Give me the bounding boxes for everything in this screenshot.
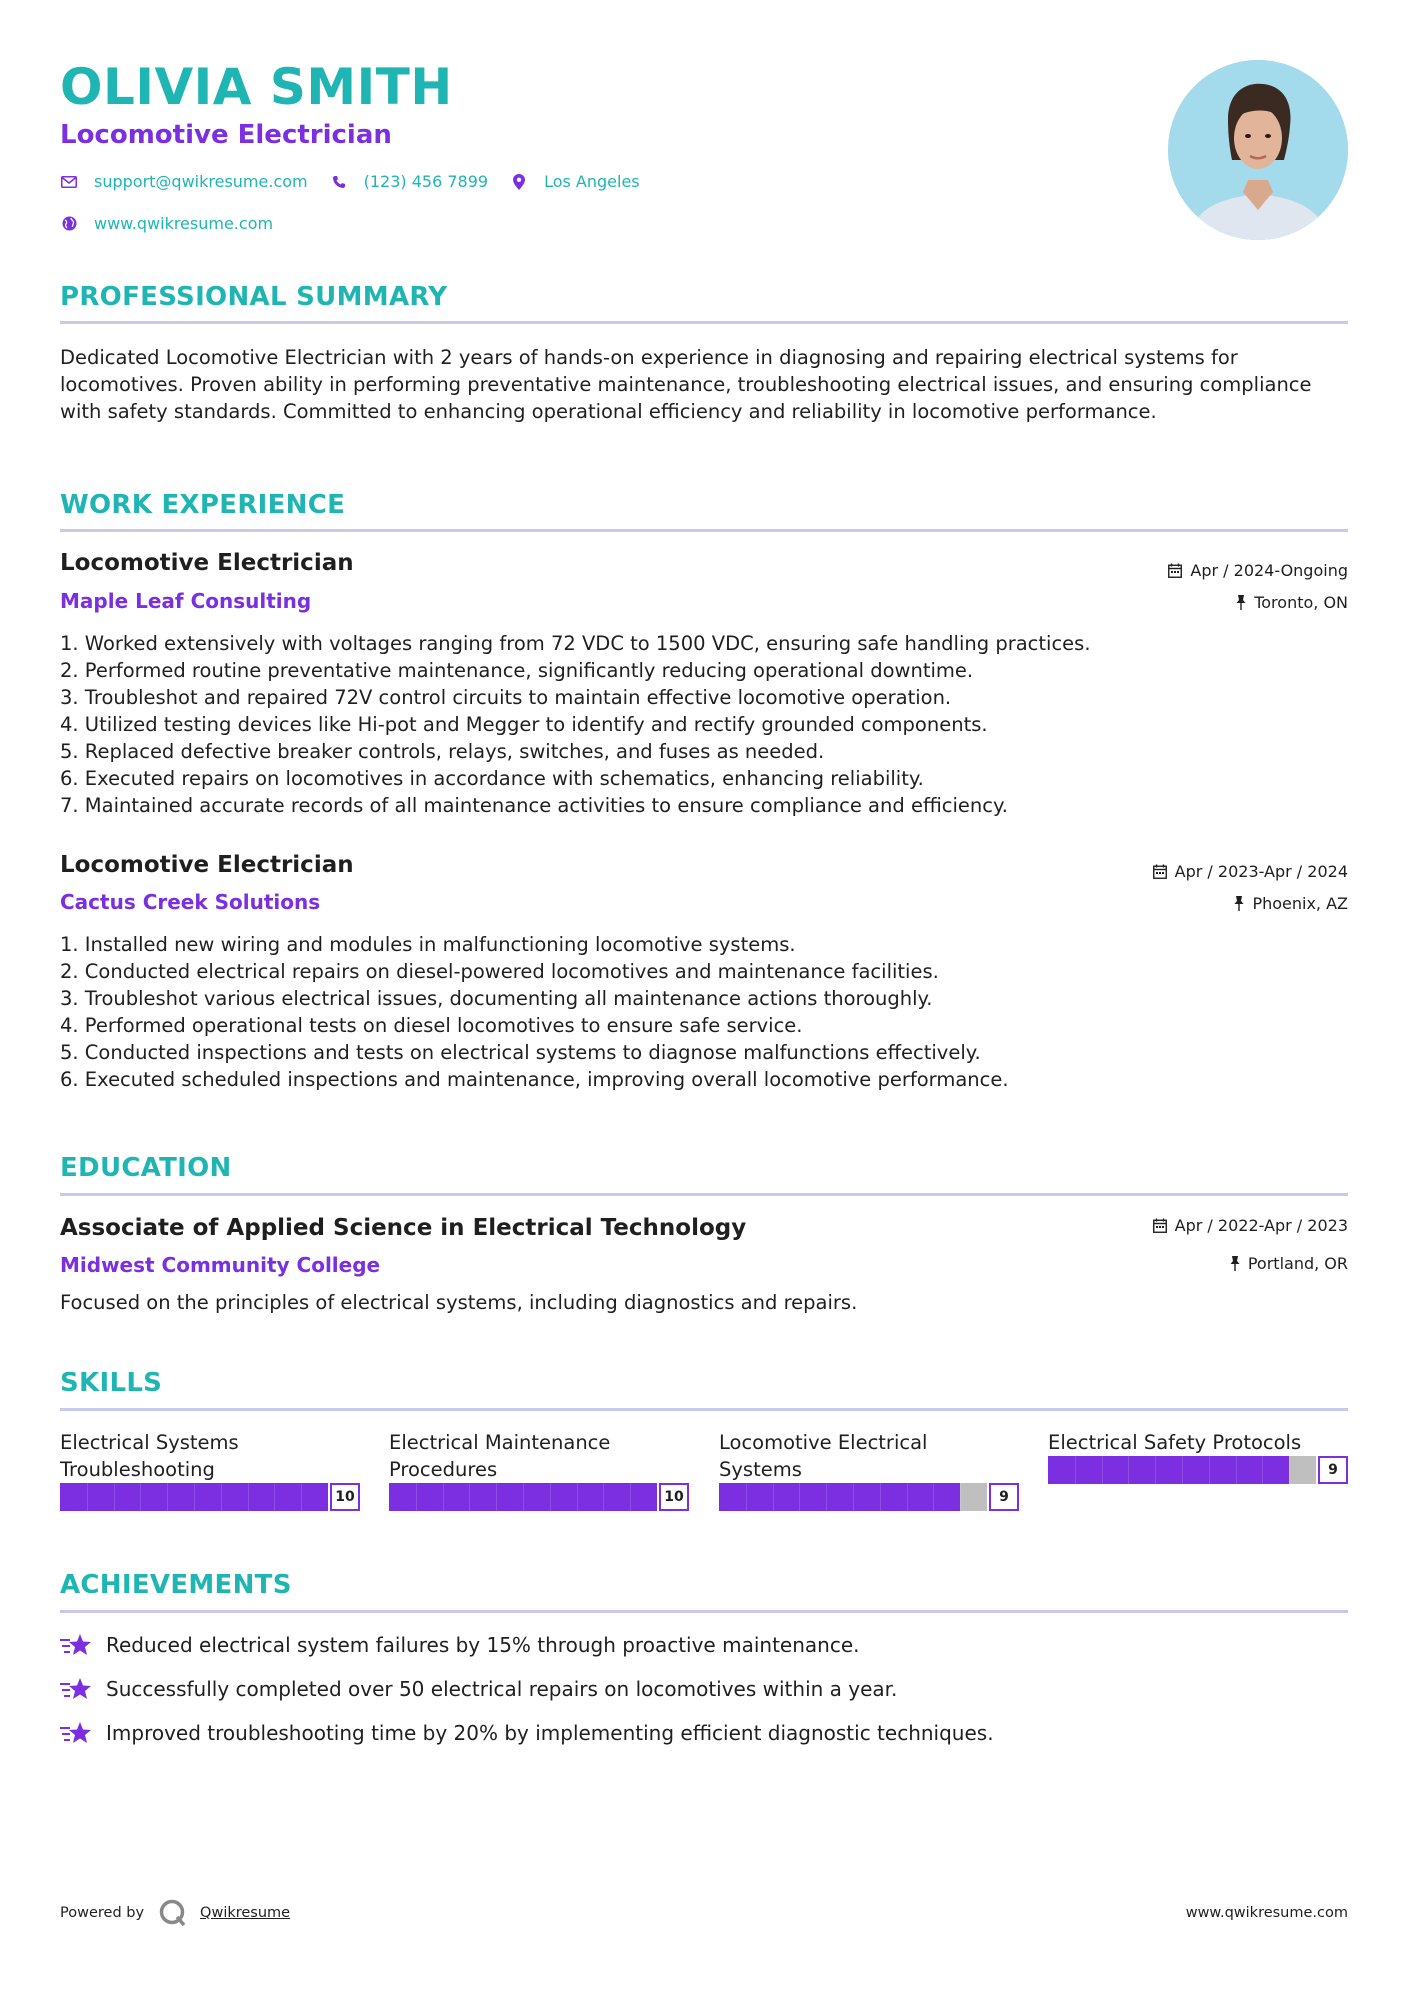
achievement-1-text: Reduced electrical system failures by 15% through proactive maintenance. <box>106 1633 860 1657</box>
skill-bar-segment <box>960 1483 961 1511</box>
education-location-text: Portland, OR <box>1247 1254 1348 1273</box>
skill-1-name-line2: Troubleshooting <box>60 1458 215 1481</box>
skill-bar-segment <box>167 1483 168 1511</box>
location-text: Los Angeles <box>544 172 640 191</box>
list-item: 4. Utilized testing devices like Hi-pot and Megger to identify and rectify grounded components. <box>60 713 988 736</box>
email-text: support@qwikresume.com <box>94 172 308 191</box>
skill-bar-segment <box>1102 1456 1103 1484</box>
skill-bar-segment <box>248 1483 249 1511</box>
skill-bar-segment <box>194 1483 195 1511</box>
skill-4-bar <box>1048 1456 1348 1484</box>
envelope-icon <box>60 173 78 191</box>
skill-3-bar-track <box>719 1483 987 1511</box>
education-dates-text: Apr / 2022-Apr / 2023 <box>1174 1216 1348 1235</box>
calendar-icon <box>1153 864 1167 879</box>
job-2-dates-text: Apr / 2023-Apr / 2024 <box>1174 862 1348 881</box>
education-description: Focused on the principles of electrical systems, including diagnostics and repairs. <box>60 1291 858 1314</box>
skill-4-name <box>1048 1429 1348 1456</box>
skill-bar-segment <box>907 1483 908 1511</box>
job-2-location-text: Phoenix, AZ <box>1252 894 1348 913</box>
achievement-3 <box>60 1720 994 1746</box>
job-1-company: Maple Leaf Consulting <box>60 589 312 613</box>
education-divider <box>60 1193 1348 1196</box>
education-school: Midwest Community College <box>60 1253 381 1277</box>
job-2-location <box>1234 894 1348 913</box>
summary-heading: PROFESSIONAL SUMMARY <box>60 282 448 312</box>
skill-2-bar-track <box>389 1483 657 1511</box>
skill-3-name-line2: Systems <box>719 1458 802 1481</box>
skill-bar-segment <box>880 1483 881 1511</box>
skill-1-level: 10 <box>330 1483 360 1511</box>
skill-bar-segment <box>1209 1456 1210 1484</box>
skill-bar-segment <box>1128 1456 1129 1484</box>
skill-1 <box>60 1429 360 1511</box>
skill-bar-segment <box>87 1483 88 1511</box>
job-1-dates <box>1168 561 1348 580</box>
phone-item[interactable] <box>330 172 488 191</box>
list-item: 3. Troubleshot and repaired 72V control circuits to maintain effective locomotive operation. <box>60 686 952 709</box>
skill-bar-segment <box>1155 1456 1156 1484</box>
summary-text: Dedicated Locomotive Electrician with 2 years of hands-on experience in diagnosing and repairing electrical systems for locomotives. Proven ability in performing preventative maintenance, troubleshooting electrical issues, and ensuring compliance with safety standards. Committed to enhancing operational efficiency and reliability in locomotive performance. <box>60 346 1312 423</box>
skill-4 <box>1048 1429 1348 1484</box>
contact-row-1 <box>60 172 662 191</box>
phone-text: (123) 456 7899 <box>363 172 489 191</box>
skill-3-bar <box>719 1483 1019 1511</box>
skill-4-bar-fill <box>1048 1456 1289 1484</box>
resume-page <box>60 0 1348 1990</box>
skill-1-bar <box>60 1483 360 1511</box>
skill-bar-segment <box>416 1483 417 1511</box>
list-item: 5. Replaced defective breaker controls, relays, switches, and fuses as needed. <box>60 740 825 763</box>
list-item: 6. Executed scheduled inspections and maintenance, improving overall locomotive performance. <box>60 1068 1009 1091</box>
skill-bar-segment <box>274 1483 275 1511</box>
shooting-star-icon <box>60 1676 92 1702</box>
skill-bar-segment <box>140 1483 141 1511</box>
skill-bar-segment <box>1289 1456 1290 1484</box>
skill-bar-segment <box>469 1483 470 1511</box>
skill-bar-segment <box>496 1483 497 1511</box>
skill-1-name-line1: Electrical Systems <box>60 1431 239 1454</box>
job-2-company: Cactus Creek Solutions <box>60 890 321 914</box>
skill-bar-segment <box>301 1483 302 1511</box>
candidate-name: OLIVIA SMITH <box>60 58 453 116</box>
map-pin-icon <box>510 173 528 191</box>
experience-divider <box>60 529 1348 532</box>
job-1-bullets <box>60 630 1348 819</box>
skill-bar-segment <box>221 1483 222 1511</box>
skill-bar-segment <box>1236 1456 1237 1484</box>
skill-2 <box>389 1429 689 1511</box>
skill-2-name-line2: Procedures <box>389 1458 498 1481</box>
experience-heading: WORK EXPERIENCE <box>60 490 346 520</box>
list-item: 1. Installed new wiring and modules in malfunctioning locomotive systems. <box>60 933 796 956</box>
skill-bar-segment <box>577 1483 578 1511</box>
calendar-icon <box>1168 563 1182 578</box>
education-degree: Associate of Applied Science in Electrical Technology <box>60 1215 747 1241</box>
education-heading: EDUCATION <box>60 1153 232 1183</box>
footer-website[interactable]: www.qwikresume.com <box>1185 1905 1348 1921</box>
achievement-3-text: Improved troubleshooting time by 20% by implementing efficient diagnostic techniques. <box>106 1721 994 1745</box>
shooting-star-icon <box>60 1720 92 1746</box>
candidate-role: Locomotive Electrician <box>60 120 392 150</box>
skill-bar-segment <box>799 1483 800 1511</box>
job-2-bullets <box>60 931 1348 1093</box>
phone-icon <box>330 173 348 191</box>
achievements-divider <box>60 1610 1348 1613</box>
footer-powered-by <box>60 1898 290 1928</box>
website-item[interactable] <box>60 214 273 233</box>
globe-icon <box>60 215 78 233</box>
achievement-2-text: Successfully completed over 50 electrical repairs on locomotives within a year. <box>106 1677 898 1701</box>
skill-bar-segment <box>1075 1456 1076 1484</box>
skill-bar-segment <box>933 1483 934 1511</box>
list-item: 3. Troubleshot various electrical issues, documenting all maintenance actions thoroughly. <box>60 987 933 1010</box>
list-item: 2. Performed routine preventative maintenance, significantly reducing operational downtime. <box>60 659 974 682</box>
skill-bar-segment <box>523 1483 524 1511</box>
location-item <box>510 172 640 191</box>
list-item: 6. Executed repairs on locomotives in accordance with schematics, enhancing reliability. <box>60 767 924 790</box>
contact-row-2 <box>60 214 295 233</box>
summary-divider <box>60 321 1348 324</box>
email-item[interactable] <box>60 172 308 191</box>
skill-2-name <box>389 1429 689 1483</box>
qwikresume-link[interactable]: Qwikresume <box>200 1905 291 1921</box>
skills-divider <box>60 1408 1348 1411</box>
skill-bar-segment <box>853 1483 854 1511</box>
achievement-2 <box>60 1676 897 1702</box>
job-1-location-text: Toronto, ON <box>1254 593 1348 612</box>
education-dates <box>1153 1216 1348 1235</box>
skill-bar-segment <box>603 1483 604 1511</box>
skill-bar-segment <box>550 1483 551 1511</box>
skill-3 <box>719 1429 1019 1511</box>
list-item: 4. Performed operational tests on diesel locomotives to ensure safe service. <box>60 1014 803 1037</box>
skill-1-name <box>60 1429 360 1483</box>
skill-3-level: 9 <box>989 1483 1019 1511</box>
skill-bar-segment <box>443 1483 444 1511</box>
skill-4-bar-track <box>1048 1456 1316 1484</box>
job-1-title: Locomotive Electrician <box>60 550 354 576</box>
website-text: www.qwikresume.com <box>94 214 274 233</box>
job-1-dates-text: Apr / 2024-Ongoing <box>1190 561 1348 580</box>
job-2-dates <box>1153 862 1348 881</box>
profile-photo-illustration <box>1168 60 1348 240</box>
job-2-title: Locomotive Electrician <box>60 852 354 878</box>
powered-by-text: Powered by <box>60 1905 145 1921</box>
skill-4-name-line1: Electrical Safety Protocols <box>1048 1431 1302 1454</box>
skill-bar-segment <box>114 1483 115 1511</box>
skill-bar-segment <box>630 1483 631 1511</box>
skill-bar-segment <box>1262 1456 1263 1484</box>
pushpin-icon <box>1236 595 1246 610</box>
skill-4-level: 9 <box>1318 1456 1348 1484</box>
calendar-icon <box>1153 1218 1167 1233</box>
skill-2-name-line1: Electrical Maintenance <box>389 1431 611 1454</box>
pushpin-icon <box>1230 1256 1240 1271</box>
pushpin-icon <box>1234 896 1244 911</box>
skill-2-bar <box>389 1483 689 1511</box>
qwikresume-logo-icon <box>158 1898 188 1928</box>
shooting-star-icon <box>60 1632 92 1658</box>
skill-bar-segment <box>746 1483 747 1511</box>
list-item: 5. Conducted inspections and tests on electrical systems to diagnose malfunctions effectively. <box>60 1041 981 1064</box>
achievement-1 <box>60 1632 859 1658</box>
education-location <box>1230 1254 1348 1273</box>
list-item: 1. Worked extensively with voltages ranging from 72 VDC to 1500 VDC, ensuring safe handling practices. <box>60 632 1091 655</box>
list-item: 2. Conducted electrical repairs on diesel-powered locomotives and maintenance facilities. <box>60 960 939 983</box>
skill-bar-segment <box>1182 1456 1183 1484</box>
list-item: 7. Maintained accurate records of all maintenance activities to ensure compliance and efficiency. <box>60 794 1008 817</box>
skill-3-name-line1: Locomotive Electrical <box>719 1431 928 1454</box>
skill-1-bar-track <box>60 1483 328 1511</box>
skill-2-level: 10 <box>659 1483 689 1511</box>
skill-3-bar-fill <box>719 1483 960 1511</box>
skill-bar-segment <box>826 1483 827 1511</box>
achievements-heading: ACHIEVEMENTS <box>60 1570 292 1600</box>
skill-bar-segment <box>773 1483 774 1511</box>
skills-heading: SKILLS <box>60 1368 163 1398</box>
profile-photo <box>1168 60 1348 240</box>
job-1-location <box>1236 593 1348 612</box>
skill-3-name <box>719 1429 1019 1483</box>
